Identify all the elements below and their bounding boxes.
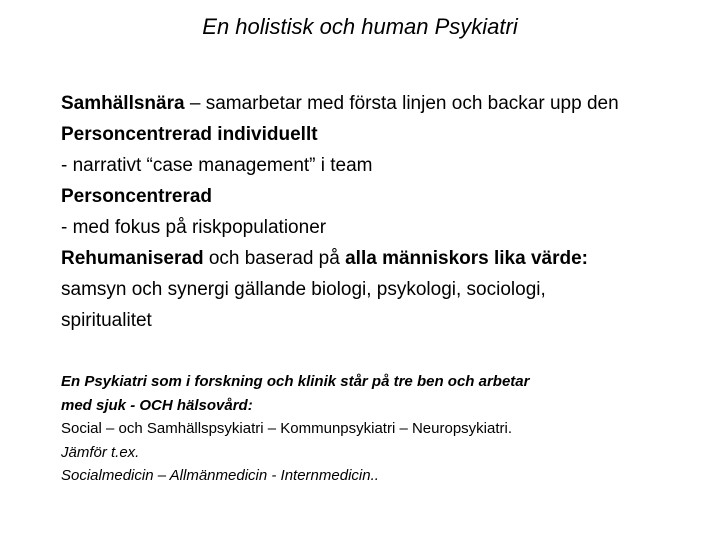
line-narrativt: - narrativt “case management” i team [61,155,373,176]
line-rehumaniserad [61,243,711,274]
desc-samhallsnara: – samarbetar med första linjen och backar upp den [184,93,619,114]
note-medicin-typer: Socialmedicin – Allmänmedicin - Internmedicin.. [61,467,379,484]
line-samhallsnara [61,88,711,119]
main-text-block [61,88,711,336]
note-jamfor: Jämför t.ex. [61,443,140,461]
line-spiritualitet: spiritualitet [61,310,152,331]
note-halsovard: med sjuk - OCH hälsovård: [61,396,253,414]
slide-title: En holistisk och human Psykiatri [202,14,518,39]
line-personcentrerad: Personcentrerad [61,186,213,207]
line-riskpopulationer: - med fokus på riskpopulationer [61,217,327,238]
notes-block [61,370,711,488]
note-tre-ben: En Psykiatri som i forskning och klinik står på tre ben och arbetar [61,373,530,390]
term-lika-varde: alla människors lika värde: [345,248,588,269]
note-psykiatri-typer: Social – och Samhällspsykiatri – Kommunpsykiatri – Neuropsykiatri. [61,420,513,437]
rehumaniserad-connector: och baserad på [203,248,346,269]
term-samhallsnara: Samhällsnära [61,93,185,114]
term-rehumaniserad: Rehumaniserad [61,248,204,269]
line-samsyn: samsyn och synergi gällande biologi, psykologi, sociologi, [61,279,546,300]
line-personcentrerad-individuellt: Personcentrerad individuellt [61,124,318,145]
